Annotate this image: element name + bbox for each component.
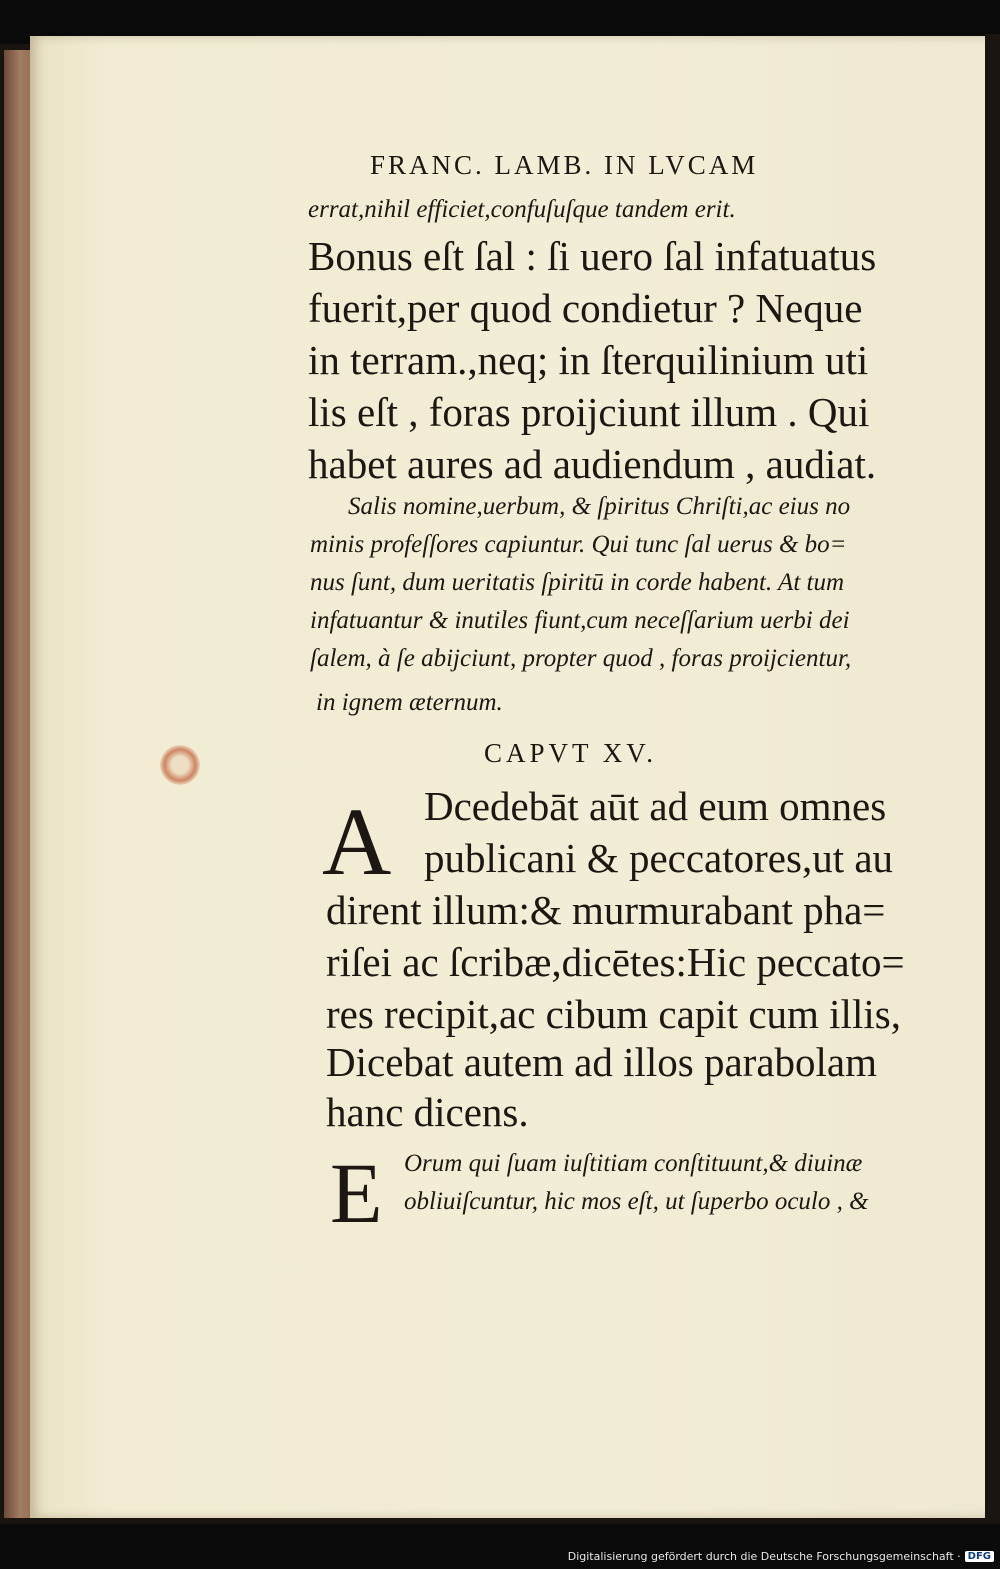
verse-line: Dicebat autem ad illos parabolam bbox=[326, 1039, 878, 1085]
verse-line: lis eſt , foras proijciunt illum . Qui bbox=[308, 389, 870, 435]
verse-line: fuerit,per quod condietur ? Neque bbox=[308, 285, 863, 331]
verse-line: Bonus eſt ſal : ſi uero ſal infatuatus bbox=[308, 233, 877, 279]
commentary-line: Orum qui ſuam iuſtitiam conſtituunt,& diuinæ bbox=[404, 1150, 863, 1177]
foxing-stain bbox=[160, 745, 200, 785]
verse-line: publicani & peccatores,ut au bbox=[424, 835, 894, 881]
drop-cap-e: E bbox=[330, 1145, 383, 1241]
verse-line: hanc dicens. bbox=[326, 1089, 529, 1135]
verse-line: in terram.,neq; in ſterquilinium uti bbox=[308, 337, 869, 383]
verse-line: habet aures ad audiendum , audiat. bbox=[308, 441, 877, 487]
commentary-line: nus ſunt, dum ueritatis ſpiritū in corde habent. At tum bbox=[310, 569, 845, 596]
verse-line: res recipit,ac cibum capit cum illis, bbox=[326, 991, 901, 1037]
verse-line: dirent illum:& murmurabant pha= bbox=[326, 887, 886, 933]
commentary-line: in ignem æternum. bbox=[316, 689, 503, 716]
credit-text: Digitalisierung gefördert durch die Deutsche Forschungsgemeinschaft · bbox=[567, 1550, 961, 1563]
commentary-line: Salis nomine,uerbum, & ſpiritus Chriſti,ac eius no bbox=[348, 493, 851, 520]
verse-line: Dcedebāt aūt ad eum omnes bbox=[424, 783, 887, 829]
verse-line: riſei ac ſcribæ,dicētes:Hic peccato= bbox=[326, 939, 905, 985]
dfg-logo: DFG bbox=[965, 1551, 994, 1562]
commentary-line: infatuantur & inutiles fiunt,cum neceſſarium uerbi dei bbox=[310, 607, 850, 634]
commentary-line: ſalem, à ſe abijciunt, propter quod , foras proijcientur, bbox=[310, 645, 852, 672]
commentary-line: obliuiſcuntur, hic mos eſt, ut ſuperbo oculo , & bbox=[404, 1188, 869, 1215]
page-right-shadow bbox=[985, 34, 1000, 1520]
commentary-line: minis profeſſores capiuntur. Qui tunc ſal uerus & bo= bbox=[310, 531, 847, 558]
commentary-line: errat,nihil efficiet,confuſuſque tandem erit. bbox=[308, 196, 736, 223]
drop-cap-a: A bbox=[322, 788, 392, 895]
running-header: FRANC. LAMB. IN LVCAM bbox=[370, 150, 759, 180]
chapter-heading: CAPVT XV. bbox=[484, 738, 658, 768]
digitization-credit bbox=[568, 1550, 994, 1563]
